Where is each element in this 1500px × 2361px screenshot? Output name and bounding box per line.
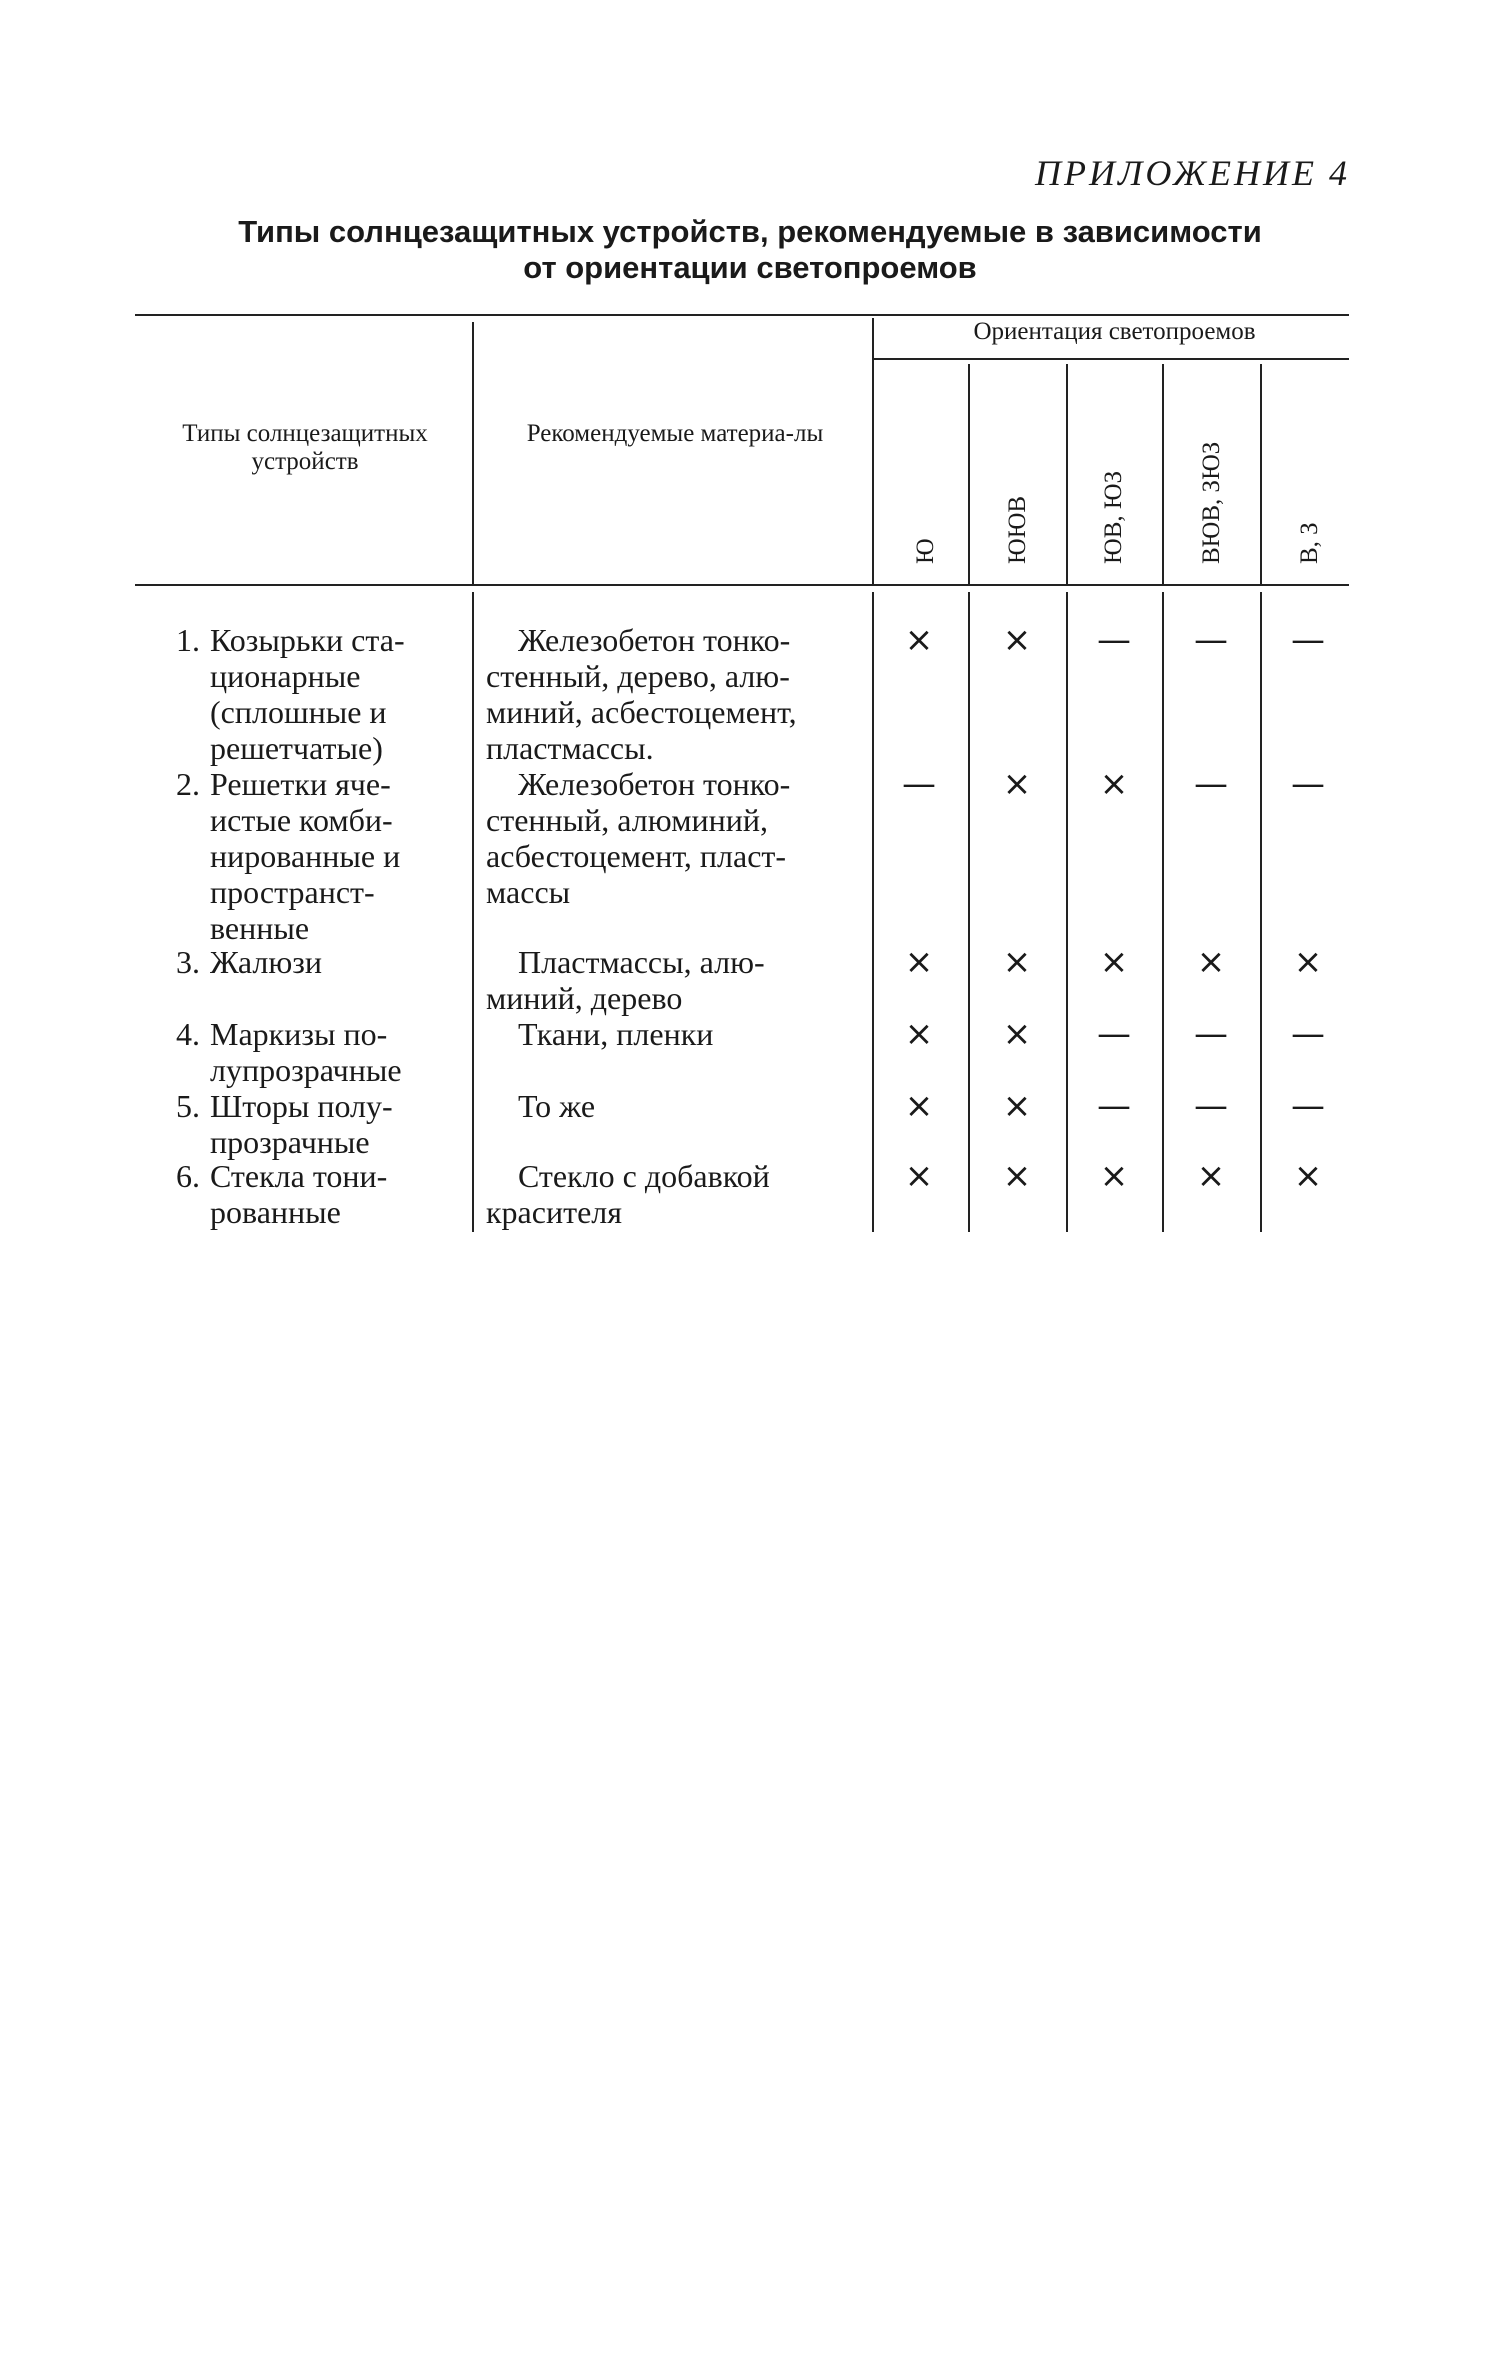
row-number: 6.	[176, 1158, 200, 1194]
appendix-label: ПРИЛОЖЕНИЕ 4	[1035, 153, 1350, 193]
body-divider-col1	[968, 592, 970, 1232]
mark-ssw: ×	[1002, 942, 1032, 982]
mark-s: —	[902, 764, 936, 804]
header-orientation-s: Ю	[912, 538, 939, 564]
mark-e-w: —	[1291, 1086, 1325, 1126]
type-line: Маркизы по-	[210, 1016, 388, 1052]
mark-se-sw: ×	[1099, 942, 1129, 982]
body-divider-col2	[1066, 592, 1068, 1232]
mark-se-sw: —	[1097, 620, 1131, 660]
row-material	[486, 766, 856, 910]
header-materials: Рекомендуемые материа-лы	[526, 420, 824, 447]
mark-s: ×	[904, 620, 934, 660]
header-orientation-se-sw: ЮВ, ЮЗ	[1100, 470, 1127, 564]
type-line: нированные и	[210, 838, 401, 874]
header-orientation-e-w: В, З	[1296, 522, 1323, 564]
type-line: (сплошные и	[210, 694, 387, 730]
header-divider-col1	[968, 364, 970, 584]
row-material	[486, 622, 856, 766]
row-type	[210, 622, 450, 766]
mark-e-w: —	[1291, 764, 1325, 804]
mark-ese-wsw: —	[1194, 1086, 1228, 1126]
orientation-header-rule	[872, 358, 1349, 360]
header-divider-col4	[1260, 364, 1262, 584]
mark-ese-wsw: ×	[1196, 942, 1226, 982]
table-top-rule	[135, 314, 1349, 316]
mark-ese-wsw: ×	[1196, 1156, 1226, 1196]
material-line: Ткани, пленки	[518, 1016, 714, 1052]
type-line: Решетки яче-	[210, 766, 391, 802]
row-type	[210, 766, 450, 946]
mark-s: ×	[904, 1086, 934, 1126]
material-line: миний, дерево	[486, 980, 683, 1016]
material-line: Железобетон тонко-	[518, 622, 791, 658]
type-line: решетчатые)	[210, 730, 383, 766]
mark-ese-wsw: —	[1194, 1014, 1228, 1054]
row-type	[210, 1158, 450, 1230]
header-bottom-rule	[135, 584, 1349, 586]
material-line: стенный, алюминий,	[486, 802, 768, 838]
row-type	[210, 944, 450, 980]
type-line: Козырьки ста-	[210, 622, 405, 658]
body-divider-col4	[1260, 592, 1262, 1232]
body-divider-materials	[872, 592, 874, 1232]
header-orientation-ssw: ЮЮВ	[1004, 495, 1031, 564]
header-divider-col2	[1066, 364, 1068, 584]
mark-ese-wsw: —	[1194, 620, 1228, 660]
type-line: венные	[210, 910, 310, 946]
title-line-1: Типы солнцезащитных устройств, рекомендуемые в зависимости	[238, 214, 1262, 249]
document-title	[130, 214, 1370, 286]
type-line: Стекла тони-	[210, 1158, 388, 1194]
type-line: прозрачные	[210, 1124, 370, 1160]
mark-ssw: ×	[1002, 764, 1032, 804]
row-material	[486, 1016, 856, 1052]
row-number: 5.	[176, 1088, 200, 1124]
row-number: 2.	[176, 766, 200, 802]
material-line: красителя	[486, 1194, 622, 1230]
type-line: ционарные	[210, 658, 361, 694]
type-line: пространст-	[210, 874, 375, 910]
mark-se-sw: ×	[1099, 764, 1129, 804]
body-divider-types	[472, 592, 474, 1232]
header-orientation-ese-wsw: ВЮВ, ЗЮЗ	[1198, 441, 1225, 564]
type-line: Жалюзи	[210, 944, 322, 980]
mark-ssw: ×	[1002, 620, 1032, 660]
mark-e-w: —	[1291, 620, 1325, 660]
row-material	[486, 1158, 856, 1230]
mark-e-w: —	[1291, 1014, 1325, 1054]
row-number: 3.	[176, 944, 200, 980]
body-divider-col3	[1162, 592, 1164, 1232]
mark-se-sw: ×	[1099, 1156, 1129, 1196]
row-type	[210, 1088, 450, 1160]
header-divider-types	[472, 322, 474, 584]
mark-e-w: ×	[1293, 1156, 1323, 1196]
material-line: Железобетон тонко-	[518, 766, 791, 802]
material-line: пластмассы.	[486, 730, 654, 766]
mark-ssw: ×	[1002, 1156, 1032, 1196]
type-line: Шторы полу-	[210, 1088, 393, 1124]
row-number: 4.	[176, 1016, 200, 1052]
type-line: истые комби-	[210, 802, 393, 838]
header-types: Типы солнцезащитных устройств	[182, 420, 428, 475]
header-divider-materials	[872, 318, 874, 584]
material-line: Пластмассы, алю-	[518, 944, 765, 980]
row-type	[210, 1016, 450, 1088]
row-material	[486, 944, 856, 1016]
mark-s: ×	[904, 1156, 934, 1196]
material-line: стенный, дерево, алю-	[486, 658, 790, 694]
mark-ssw: ×	[1002, 1014, 1032, 1054]
material-line: Стекло с добавкой	[518, 1158, 770, 1194]
material-line: То же	[518, 1088, 596, 1124]
mark-se-sw: —	[1097, 1014, 1131, 1054]
title-line-2: от ориентации светопроемов	[523, 250, 977, 285]
row-number: 1.	[176, 622, 200, 658]
mark-ssw: ×	[1002, 1086, 1032, 1126]
row-material	[486, 1088, 856, 1124]
mark-s: ×	[904, 942, 934, 982]
material-line: миний, асбестоцемент,	[486, 694, 797, 730]
mark-e-w: ×	[1293, 942, 1323, 982]
type-line: рованные	[210, 1194, 341, 1230]
material-line: асбестоцемент, пласт-	[486, 838, 787, 874]
mark-se-sw: —	[1097, 1086, 1131, 1126]
mark-ese-wsw: —	[1194, 764, 1228, 804]
mark-s: ×	[904, 1014, 934, 1054]
header-orientation: Ориентация светопроемов	[973, 318, 1256, 345]
type-line: лупрозрачные	[210, 1052, 402, 1088]
header-divider-col3	[1162, 364, 1164, 584]
material-line: массы	[486, 874, 571, 910]
